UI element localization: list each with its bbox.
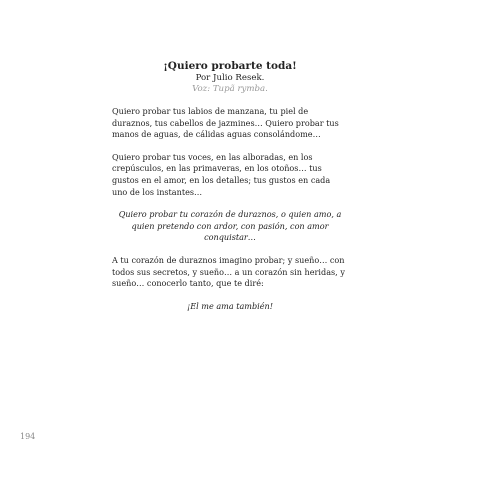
poem-title: ¡Quiero probarte toda! [163, 60, 297, 72]
closing-line: ¡El me ama también! [186, 300, 274, 311]
poem-voice: Voz: Tupã rymba. [192, 84, 268, 94]
italic-paragraph: Quiero probar tu corazón de duraznos, o quien amo, a quien pretendo con ardor, con pasión, con amor conquistar… [118, 209, 342, 243]
poem-author: Por Julio Resek. [195, 73, 265, 83]
paragraph-1: Quiero probar tus labios de manzana, tu piel de duraznos, tus cabellos de jazmines… Quiero probar tus manos de aguas, de cálidas aguas consolándome… [112, 106, 339, 140]
poem-page [112, 60, 348, 312]
paragraph-3: A tu corazón de duraznos imagino probar; y sueño… con todos sus secretos, y sueño… a un corazón sin heridas, y sueño… conocerlo tanto, que te diré: [112, 254, 345, 289]
page-number: 194 [20, 432, 36, 441]
paragraph-2: Quiero probar tus voces, en las alboradas, en los crepúsculos, en las primaveras, en los otoños… tus gustos en el amor, en los detalles; tus gustos en cada uno de los instantes… [112, 151, 331, 197]
